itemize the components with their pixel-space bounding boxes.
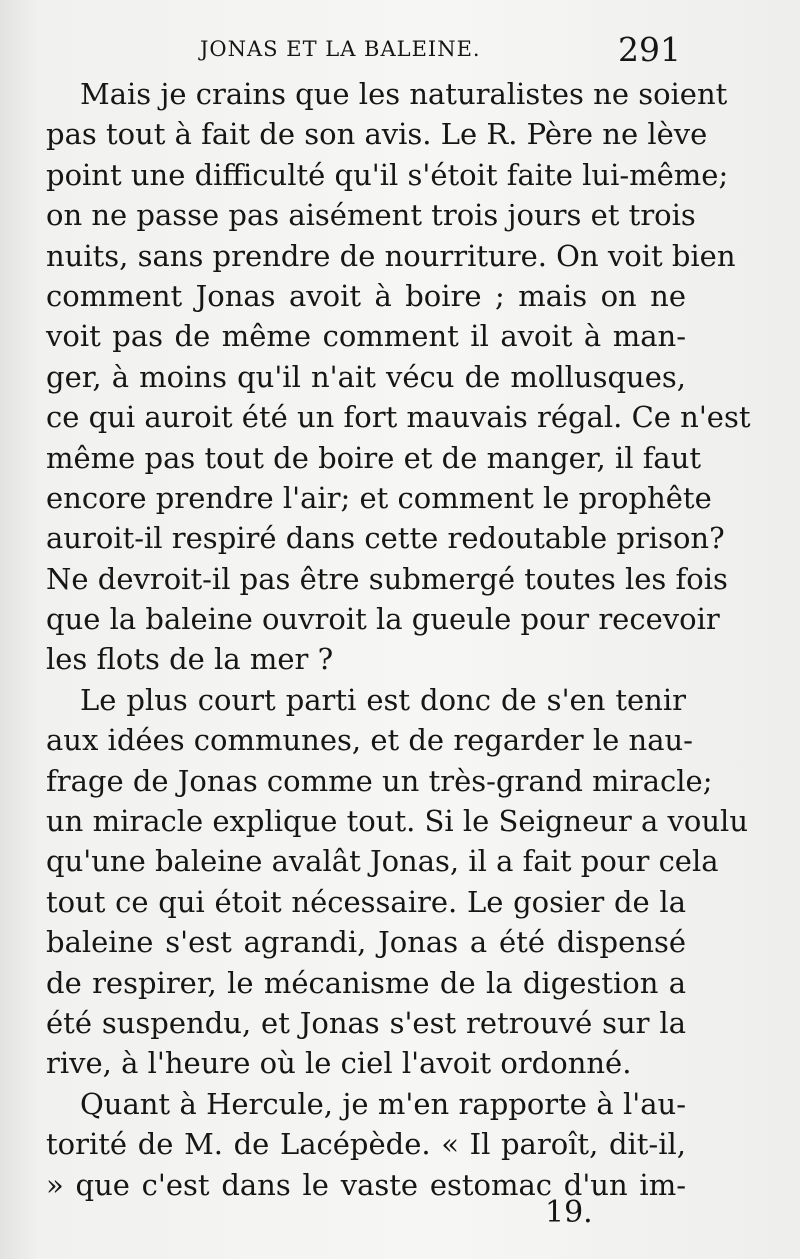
text-line: comment Jonas avoit à boire ; mais on ne (46, 278, 686, 313)
text-line: aux idées communes, et de regarder le nau- (46, 723, 693, 758)
text-line: qu'une baleine avalât Jonas, il a fait pour cela (46, 844, 719, 879)
text-line: on ne passe pas aisément trois jours et trois (46, 198, 696, 233)
text-line: que la baleine ouvroit la gueule pour recevoir (46, 602, 720, 637)
text-line: voit pas de même comment il avoit à man- (46, 319, 686, 354)
text-line: même pas tout de boire et de manger, il faut (46, 440, 702, 475)
text-line: baleine s'est agrandi, Jonas a été dispensé (46, 925, 686, 960)
text-line: ce qui auroit été un fort mauvais régal. Ce n'est (46, 400, 751, 435)
text-line: encore prendre l'air; et comment le prophête (46, 480, 712, 515)
text-line: Mais je crains que les naturalistes ne soient (80, 77, 728, 111)
text-line: les flots de la mer ? (46, 642, 334, 677)
page-number: 291 (618, 30, 681, 69)
text-line: Le plus court parti est donc de s'en tenir (80, 682, 686, 717)
text-line: nuits, sans prendre de nourriture. On voit bien (46, 238, 736, 273)
text-line: un miracle explique tout. Si le Seigneur a voulu (46, 804, 748, 839)
text-line: Quant à Hercule, je m'en rapporte à l'au- (80, 1086, 686, 1121)
text-line: auroit-il respiré dans cette redoutable prison? (46, 521, 725, 556)
text-line: de respirer, le mécanisme de la digestion a (46, 965, 686, 1000)
signature-mark: 19. (545, 1195, 593, 1230)
running-head: JONAS ET LA BALEINE. (200, 37, 481, 61)
body-text (46, 74, 751, 1205)
text-line: frage de Jonas comme un très-grand miracle; (46, 763, 713, 798)
text-line: ger, à moins qu'il n'ait vécu de mollusques, (46, 359, 686, 394)
text-line: rive, à l'heure où le ciel l'avoit ordonné. (46, 1046, 632, 1081)
text-line: été suspendu, et Jonas s'est retrouvé sur la (46, 1005, 686, 1040)
text-line: Ne devroit-il pas être submergé toutes les fois (46, 561, 728, 596)
text-line: » que c'est dans le vaste estomac d'un im- (46, 1167, 686, 1202)
text-line: torité de M. de Lacépède. « Il paroît, dit-il, (46, 1127, 686, 1162)
text-line: point une difficulté qu'il s'étoit faite lui-même; (46, 157, 729, 192)
text-line: tout ce qui étoit nécessaire. Le gosier de la (46, 884, 686, 919)
page-header (0, 30, 800, 70)
text-line: pas tout à fait de son avis. Le R. Père ne lève (46, 117, 708, 152)
